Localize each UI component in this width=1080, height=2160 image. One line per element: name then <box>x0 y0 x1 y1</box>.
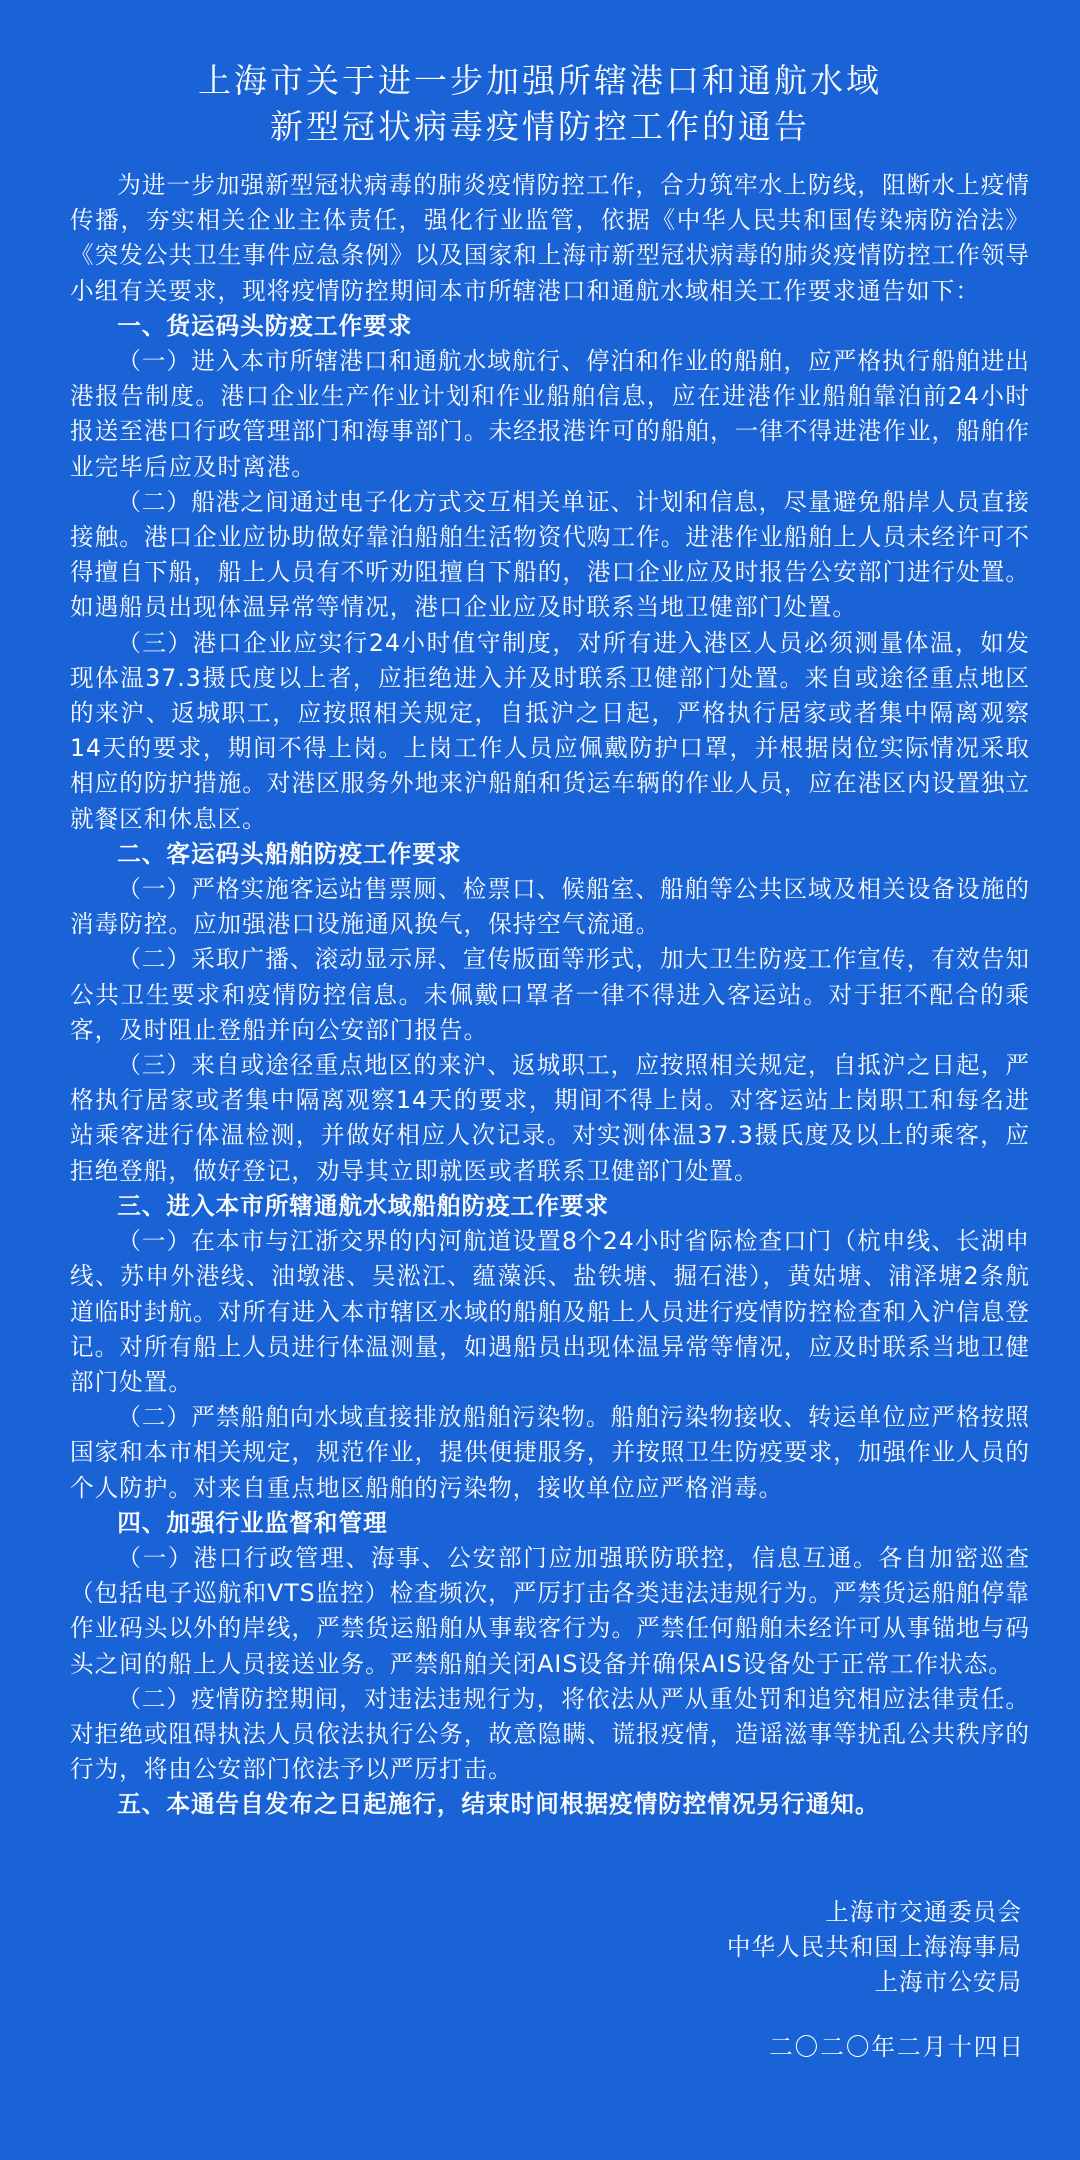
section-heading-3: 三、进入本市所辖通航水域船舶防疫工作要求 <box>117 1191 610 1220</box>
section-4-paragraph-2: （二）疫情防控期间，对违法违规行为，将依法从严从重处罚和追究相应法律责任。对拒绝或阻碍执法人员依法执行公务，故意隐瞒、谎报疫情，造谣滋事等扰乱公共秩序的行为，将由公安部门依法予以严厉打击。 <box>70 1684 1030 1784</box>
section-1-paragraph-1: （一）进入本市所辖港口和通航水域航行、停泊和作业的船舶，应严格执行船舶进出港报告制度。港口企业生产作业计划和作业船舶信息，应在进港作业船舶靠泊前24小时报送至港口行政管理部门和海事部门。未经报港许可的船舶，一律不得进港作业，船舶作业完毕后应及时离港。 <box>70 347 1030 481</box>
signature-org-transport: 上海市交通委员会 <box>825 1898 1022 1926</box>
section-2-paragraph-2: （二）采取广播、滚动显示屏、宣传版面等形式，加大卫生防疫工作宣传，有效告知公共卫生要求和疫情防控信息。未佩戴口罩者一律不得进入客运站。对于拒不配合的乘客，及时阻止登船并向公安部门报告。 <box>70 945 1030 1044</box>
section-4-paragraph-1: （一）港口行政管理、海事、公安部门应加强联防联控，信息互通。各自加密巡查（包括电子巡航和VTS监控）检查频次，严厉打击各类违法违规行为。严禁货运船舶停靠作业码头以外的岸线，严禁货运船舶从事载客行为。严禁任何船舶未经许可从事锚地与码头之间的船上人员接送业务。严禁船舶关闭AIS设备并确保AIS设备处于正常工作状态。 <box>70 1543 1030 1678</box>
section-heading-2: 二、客运码头船舶防疫工作要求 <box>117 839 462 868</box>
intro-paragraph: 为进一步加强新型冠状病毒的肺炎疫情防控工作，合力筑牢水上防线，阻断水上疫情传播，夯实相关企业主体责任，强化行业监管，依据《中华人民共和国传染病防治法》《突发公共卫生事件应急条例》以及国家和上海市新型冠状病毒的肺炎疫情防控工作领导小组有关要求，现将疫情防控期间本市所辖港口和通航水域相关工作要求通告如下： <box>70 171 1030 305</box>
section-heading-4: 四、加强行业监督和管理 <box>117 1508 388 1537</box>
title-line-1: 上海市关于进一步加强所辖港口和通航水域 <box>198 61 882 100</box>
section-heading-5: 五、本通告自发布之日起施行，结束时间根据疫情防控情况另行通知。 <box>117 1790 880 1819</box>
section-2-paragraph-1: （一）严格实施客运站售票厕、检票口、候船室、船舶等公共区域及相关设备设施的消毒防控。应加强港口设施通风换气，保持空气流通。 <box>70 875 1030 939</box>
section-1-paragraph-3: （三）港口企业应实行24小时值守制度，对所有进入港区人员必须测量体温，如发现体温37.3摄氏度以上者，应拒绝进入并及时联系卫健部门处置。来自或途径重点地区的来沪、返城职工，应按照相关规定，自抵沪之日起，严格执行居家或者集中隔离观察14天的要求，期间不得上岗。上岗工作人员应佩戴防护口罩，并根据岗位实际情况采取相应的防护措施。对港区服务外地来沪船舶和货运车辆的作业人员，应在港区内设置独立就餐区和休息区。 <box>70 628 1030 833</box>
section-2-paragraph-3: （三）来自或途径重点地区的来沪、返城职工，应按照相关规定，自抵沪之日起，严格执行居家或者集中隔离观察14天的要求，期间不得上岗。对客运站上岗职工和每名进站乘客进行体温检测，并做好相应人次记录。对实测体温37.3摄氏度及以上的乘客，应拒绝登船，做好登记，劝导其立即就医或者联系卫健部门处置。 <box>70 1051 1030 1185</box>
signature-org-maritime: 中华人民共和国上海海事局 <box>726 1933 1022 1961</box>
signature-org-police: 上海市公安局 <box>874 1968 1022 1996</box>
notice-title <box>0 58 1080 150</box>
section-3-paragraph-2: （二）严禁船舶向水域直接排放船舶污染物。船舶污染物接收、转运单位应严格按照国家和本市相关规定，规范作业，提供便捷服务，并按照卫生防疫要求，加强作业人员的个人防护。对来自重点地区船舶的污染物，接收单位应严格消毒。 <box>70 1403 1030 1502</box>
issue-date: 二〇二〇年二月十四日 <box>769 2033 1025 2061</box>
title-line-2: 新型冠状病毒疫情防控工作的通告 <box>270 107 810 146</box>
section-3-paragraph-1: （一）在本市与江浙交界的内河航道设置8个24小时省际检查口门（杭申线、长湖申线、苏申外港线、油墩港、吴淞江、蕴藻浜、盐铁塘、掘石港），黄姑塘、浦泽塘2条航道临时封航。对所有进入本市辖区水域的船舶及船上人员进行疫情防控检查和入沪信息登记。对所有船上人员进行体温测量，如遇船员出现体温异常等情况，应及时联系当地卫健部门处置。 <box>70 1227 1030 1396</box>
section-1-paragraph-2: （二）船港之间通过电子化方式交互相关单证、计划和信息，尽量避免船岸人员直接接触。港口企业应协助做好靠泊船舶生活物资代购工作。进港作业船舶上人员未经许可不得擅自下船，船上人员有不听劝阻擅自下船的，港口企业应及时报告公安部门进行处置。如遇船员出现体温异常等情况，港口企业应及时联系当地卫健部门处置。 <box>70 487 1030 622</box>
notice-body <box>70 168 1030 1823</box>
section-heading-1: 一、货运码头防疫工作要求 <box>117 311 413 340</box>
signature-block <box>727 1895 1022 2000</box>
